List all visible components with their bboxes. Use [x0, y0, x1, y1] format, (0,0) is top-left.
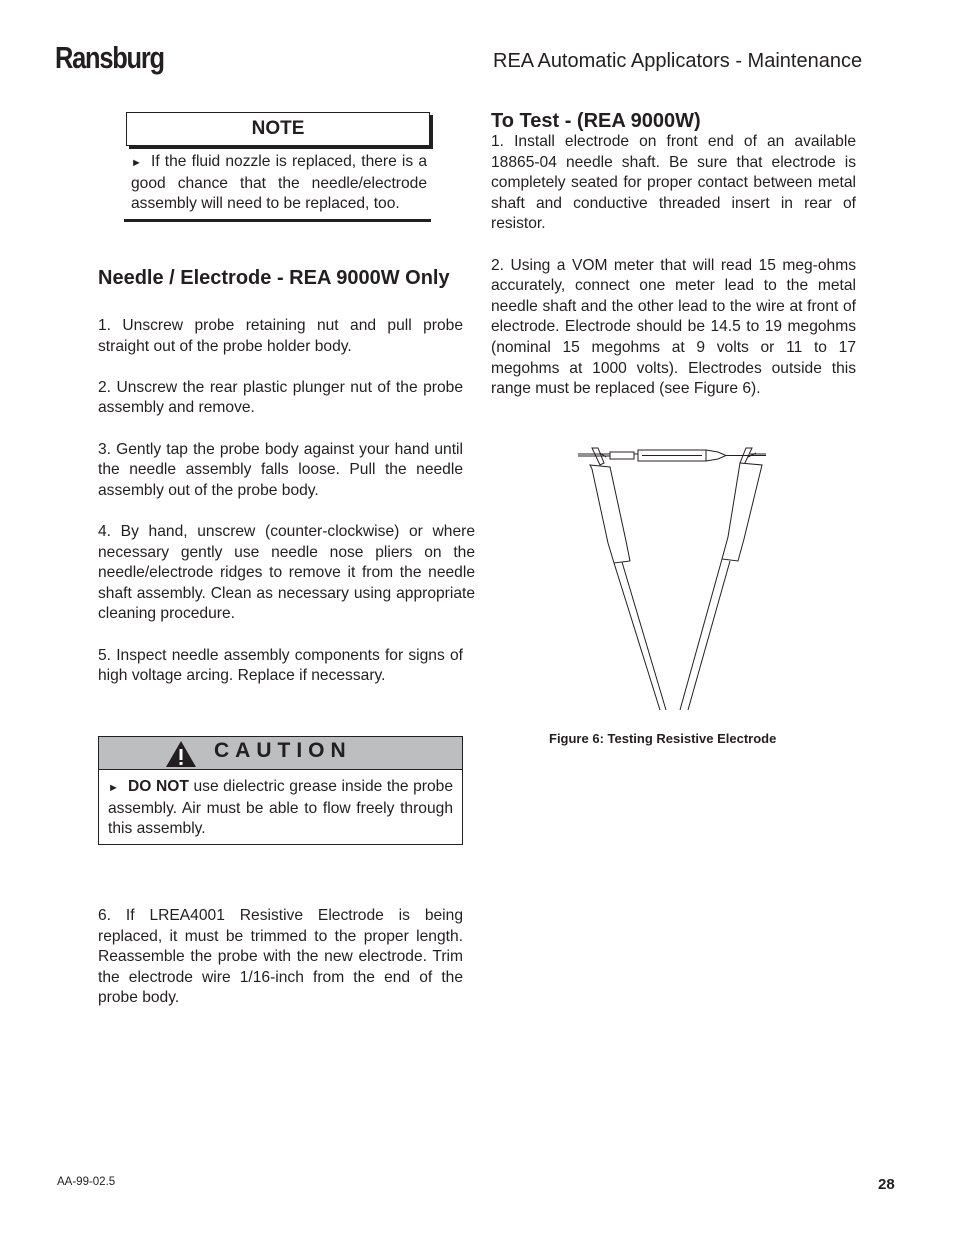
note-body: If the fluid nozzle is replaced, there is a good chance that the needle/electrode assembly will need to be replaced, too.	[131, 153, 427, 213]
test-steps	[491, 132, 856, 420]
page-header-title: REA Automatic Applicators - Maintenance	[493, 50, 863, 72]
section-heading-test: To Test - (REA 9000W)	[491, 110, 701, 132]
caution-label: CAUTION	[214, 739, 352, 762]
test-step-2: 2. Using a VOM meter that will read 15 meg-ohms accurately, connect one meter lead to the metal needle shaft and the other lead to the wire at front of electrode. Electrode should be 14.5 to 19 megohms (nominal 15 megohms at 9 volts or 11 to 17 megohms at 1000 volts). Electrodes outside this range must be replaced (see Figure 6).	[491, 256, 856, 398]
needle-steps	[98, 316, 475, 707]
note-text	[131, 152, 427, 215]
brand-logo: Ransburg	[55, 40, 164, 75]
caution-text	[108, 777, 453, 840]
page-number: 28	[878, 1176, 895, 1193]
step-4: 4. By hand, unscrew (counter-clockwise) or where necessary gently use needle nose pliers on the needle/electrode ridges to remove it from the needle shaft assembly. Clean as necessary using appropriate cleaning procedure.	[98, 522, 475, 623]
step-6: 6. If LREA4001 Resistive Electrode is being replaced, it must be trimmed to the proper length. Reassemble the probe with the new electrode. Trim the electrode wire 1/16-inch from the end of the probe body.	[98, 907, 463, 1007]
caution-box	[98, 736, 463, 845]
step-1: 1. Unscrew probe retaining nut and pull probe straight out of the probe holder body.	[98, 317, 463, 355]
caution-body: use dielectric grease inside the probe assembly. Air must be able to flow freely through this assembly.	[108, 778, 453, 838]
note-divider	[124, 219, 431, 222]
note-label: NOTE	[126, 112, 430, 146]
warning-triangle-icon	[165, 740, 197, 768]
bullet-arrow-icon: ►	[108, 782, 119, 794]
step-2: 2. Unscrew the rear plastic plunger nut of the probe assembly and remove.	[98, 378, 463, 417]
step-3: 3. Gently tap the probe body against your hand until the needle assembly falls loose. Pull the needle assembly out of the probe body.	[98, 440, 463, 499]
document-code: AA-99-02.5	[57, 1176, 116, 1188]
caution-header	[99, 737, 462, 770]
caution-emphasis: DO NOT	[128, 778, 189, 795]
section-heading-needle: Needle / Electrode - REA 9000W Only	[98, 267, 450, 289]
figure-caption: Figure 6: Testing Resistive Electrode	[549, 731, 777, 746]
bullet-arrow-icon: ►	[131, 157, 142, 169]
figure-6-electrode-illustration	[570, 445, 775, 715]
test-step-1: 1. Install electrode on front end of an available 18865-04 needle shaft. Be sure that electrode is completely seated for proper contact between metal shaft and conductive threaded insert in rear of resistor.	[491, 133, 856, 233]
step-5: 5. Inspect needle assembly components for signs of high voltage arcing. Replace if necessary.	[98, 646, 463, 685]
